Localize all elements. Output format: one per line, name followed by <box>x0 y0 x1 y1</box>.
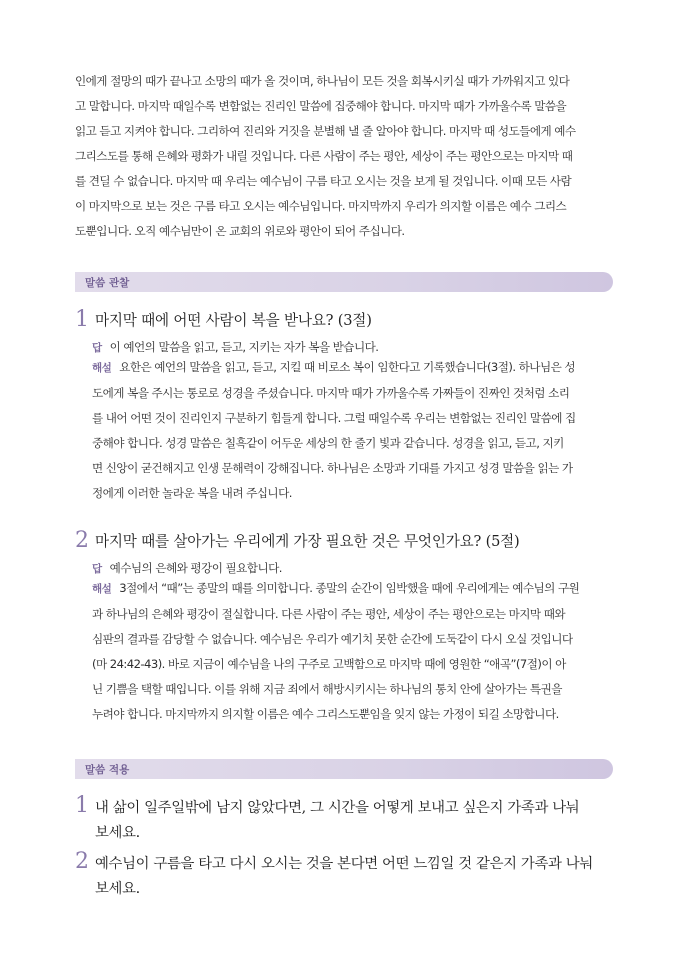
explanation-label: 해설 <box>92 583 112 595</box>
answer-label: 답 <box>92 342 102 354</box>
question-number: 1 <box>75 307 89 332</box>
observation-explanation-2 <box>92 576 617 727</box>
section-header-application <box>75 759 613 779</box>
explanation-text: 요한은 예언의 말씀을 읽고, 듣고, 지킬 때 비로소 복이 임한다고 기록했습니다(3절). 하나님은 성 도에게 복을 주시는 통로로 성경을 주셨습니다. 마지막 때가 가까울수록 가짜들이 진짜인 것처럼 소리 를 내어 어떤 것이 진리인지 구분하기 힘들게 합니다. 그럴 때일수록 우리는 변함없는 진리인 말씀에 집 중해야 합니다. 성경 말씀은 칠흑같이 어두운 세상의 한 줄기 빛과 같습니다. 성경을 읽고, 듣고, 지키 면 신앙이 굳건해지고 인생 문해력이 강해집니다. 하나님은 소망과 기대를 가지고 성경 말씀을 읽는 가 정에게 이러한 놀라운 복을 내려 주십니다. <box>92 360 576 500</box>
answer-text: 이 예언의 말씀을 읽고, 듣고, 지키는 자가 복을 받습니다. <box>109 340 379 354</box>
application-number: 1 <box>75 793 89 818</box>
section-title-observation: 말씀 관찰 <box>85 277 130 289</box>
answer-label: 답 <box>92 563 102 575</box>
question-text: 마지막 때에 어떤 사람이 복을 받나요? (3절) <box>95 312 372 329</box>
explanation-text: 3절에서 “때”는 종말의 때를 의미합니다. 종말의 순간이 임박했을 때에 우리에게는 예수님의 구원 과 하나님의 은혜와 평강이 절실합니다. 다른 사람이 주는 평안, 세상이 주는 평안으로는 마지막 때와 심판의 결과를 감당할 수 없습니다. 예수님은 우리가 예기치 못한 순간에 도둑같이 다시 오실 것입니다 (마 24:42-43). 바로 지금이 예수님을 나의 구주로 고백함으로 마지막 때에 영원한 “애곡”(7절)이 아 닌 기쁨을 택할 때입니다. 이를 위해 지금 죄에서 해방시키시는 하나님의 통치 안에 살아가는 특권을 누려야 합니다. 마지막까지 의지할 이름은 예수 그리스도뿐임을 잊지 않는 가정이 되길 소망합니다. <box>92 581 580 721</box>
explanation-label: 해설 <box>92 362 112 374</box>
application-number: 2 <box>75 849 89 874</box>
section-title-application: 말씀 적용 <box>85 764 130 776</box>
observation-explanation-1 <box>92 355 617 506</box>
question-number: 2 <box>75 528 89 553</box>
section-header-observation <box>75 272 613 292</box>
application-text: 내 삶이 일주일밖에 남지 않았다면, 그 시간을 어떻게 보내고 싶은지 가족과 나눠 보세요. <box>95 800 580 841</box>
answer-text: 예수님의 은혜와 평강이 필요합니다. <box>109 561 282 575</box>
intro-paragraph: 인에게 절망의 때가 끝나고 소망의 때가 올 것이며, 하나님이 모든 것을 회복시키실 때가 가까워지고 있다 고 말합니다. 마지막 때일수록 변함없는 진리인 말씀에 집중해야 합니다. 마지막 때가 가까울수록 말씀을 읽고 듣고 지켜야 합니다. 그리하여 진리와 거짓을 분별해 낼 줄 알아야 합니다. 마지막 때 성도들에게 예수 그리스도를 통해 은혜와 평화가 내릴 것입니다. 다른 사람이 주는 평안, 세상이 주는 평안으로는 마지막 때 를 견딜 수 없습니다. 마지막 때 우리는 예수님이 구름 타고 오시는 것을 보게 될 것입니다. 이때 모든 사람 이 마지막으로 보는 것은 구름 타고 오시는 예수님입니다. 마지막까지 우리가 의지할 이름은 예수 그리스 도뿐입니다. 오직 예수님만이 온 교회의 위로와 평안이 되어 주십니다. <box>75 74 576 238</box>
question-text: 마지막 때를 살아가는 우리에게 가장 필요한 것은 무엇인가요? (5절) <box>95 533 520 550</box>
application-text: 예수님이 구름을 타고 다시 오시는 것을 본다면 어떤 느낌일 것 같은지 가족과 나눠 보세요. <box>95 856 593 897</box>
